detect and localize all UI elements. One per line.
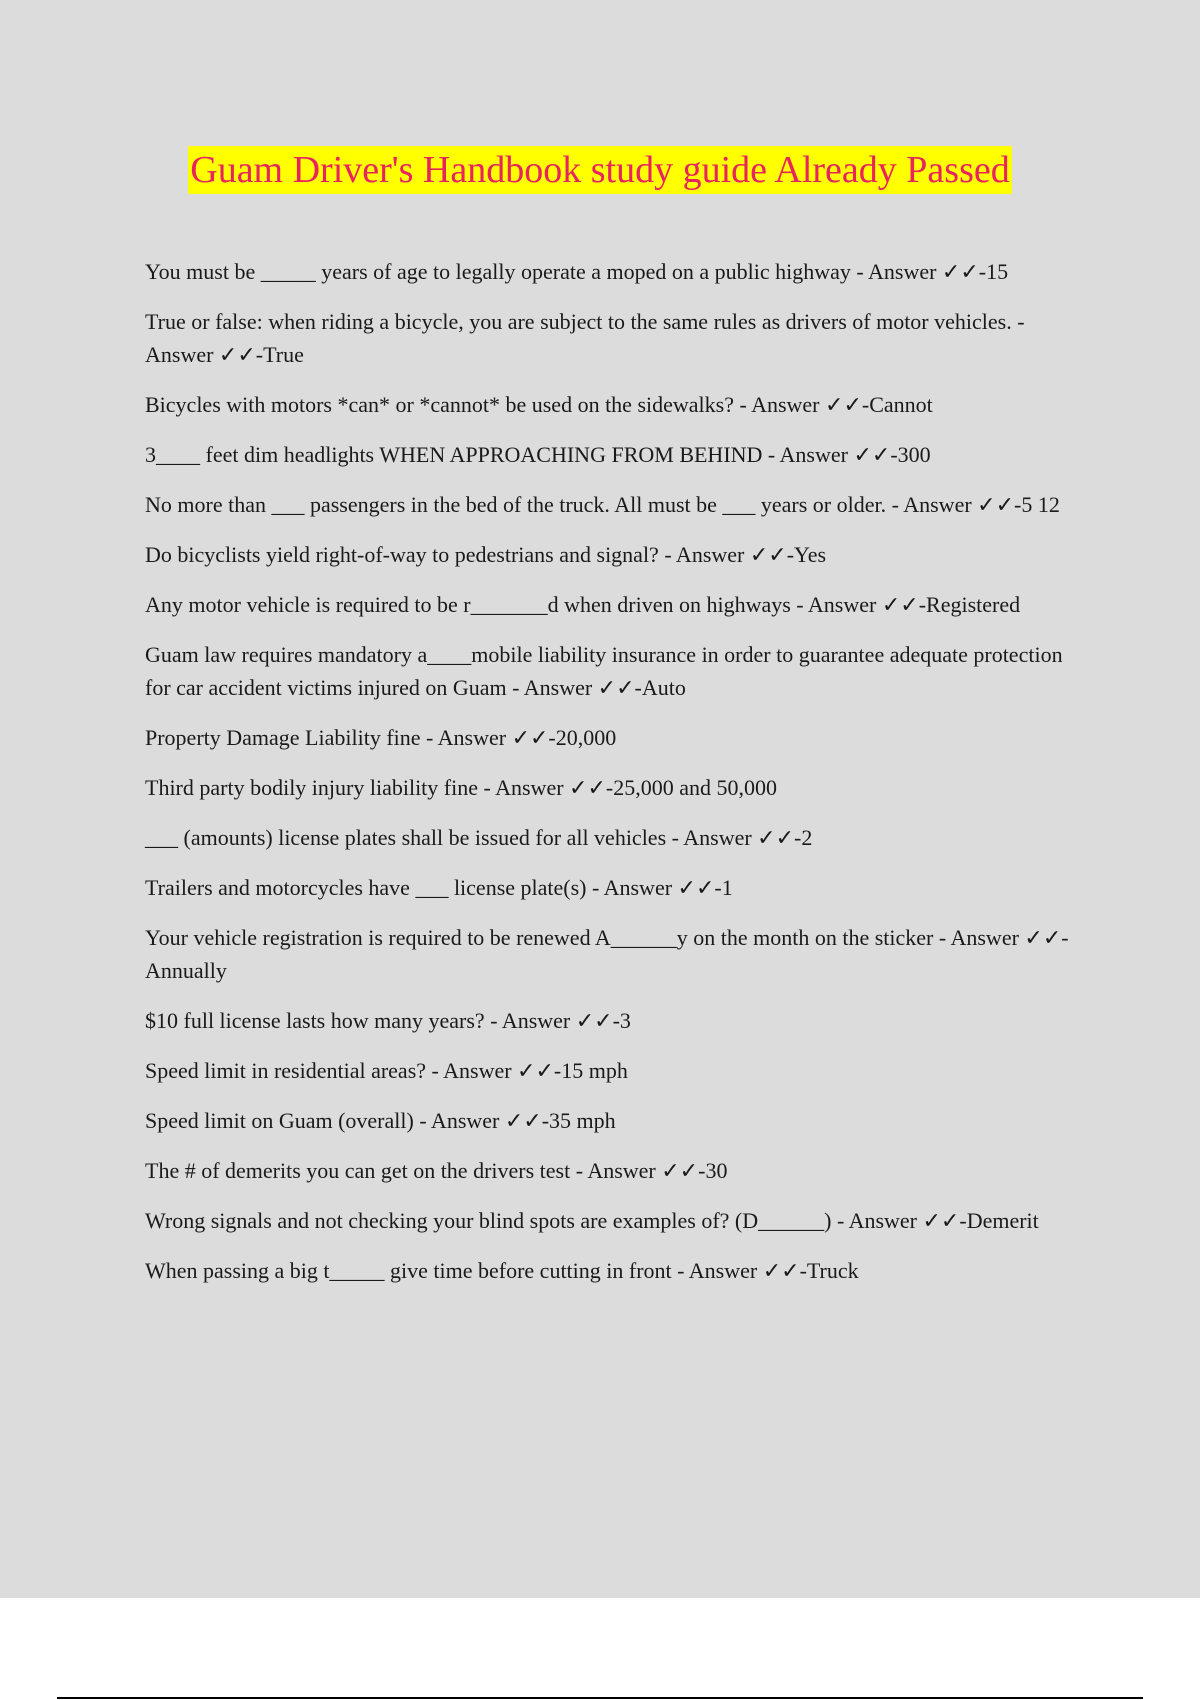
qa-item: ___ (amounts) license plates shall be issued for all vehicles - Answer ✓✓-2 [145, 825, 813, 850]
qa-item: Any motor vehicle is required to be r_______d when driven on highways - Answer ✓✓-Registered [145, 592, 1021, 617]
qa-item: Speed limit on Guam (overall) - Answer ✓✓-35 mph [145, 1108, 616, 1133]
qa-item: True or false: when riding a bicycle, you are subject to the same rules as drivers of motor vehicles. - Answer ✓✓-True [145, 309, 1025, 367]
qa-item: Property Damage Liability fine - Answer ✓✓-20,000 [145, 725, 617, 750]
qa-item: Speed limit in residential areas? - Answer ✓✓-15 mph [145, 1058, 628, 1083]
question-answer-list [145, 255, 1090, 1304]
qa-item: You must be _____ years of age to legally operate a moped on a public highway - Answer ✓✓-15 [145, 259, 1009, 284]
title-container [0, 146, 1200, 194]
qa-item: No more than ___ passengers in the bed of the truck. All must be ___ years or older. - Answer ✓✓-5 12 [145, 492, 1060, 517]
qa-item: Bicycles with motors *can* or *cannot* be used on the sidewalks? - Answer ✓✓-Cannot [145, 392, 933, 417]
qa-item: The # of demerits you can get on the drivers test - Answer ✓✓-30 [145, 1158, 728, 1183]
qa-item: 3____ feet dim headlights WHEN APPROACHING FROM BEHIND - Answer ✓✓-300 [145, 442, 931, 467]
qa-item: When passing a big t_____ give time before cutting in front - Answer ✓✓-Truck [145, 1258, 859, 1283]
qa-item: $10 full license lasts how many years? - Answer ✓✓-3 [145, 1008, 631, 1033]
document-title: Guam Driver's Handbook study guide Already Passed [188, 146, 1012, 194]
qa-item: Trailers and motorcycles have ___ license plate(s) - Answer ✓✓-1 [145, 875, 733, 900]
qa-item: Third party bodily injury liability fine - Answer ✓✓-25,000 and 50,000 [145, 775, 777, 800]
qa-item: Do bicyclists yield right-of-way to pedestrians and signal? - Answer ✓✓-Yes [145, 542, 827, 567]
footer-divider [57, 1697, 1143, 1699]
qa-item: Your vehicle registration is required to be renewed A______y on the month on the sticker - Answer ✓✓-Annually [145, 925, 1069, 983]
qa-item: Wrong signals and not checking your blind spots are examples of? (D______) - Answer ✓✓-Demerit [145, 1208, 1039, 1233]
qa-item: Guam law requires mandatory a____mobile liability insurance in order to guarantee adequate protection for car accident victims injured on Guam - Answer ✓✓-Auto [145, 642, 1063, 700]
